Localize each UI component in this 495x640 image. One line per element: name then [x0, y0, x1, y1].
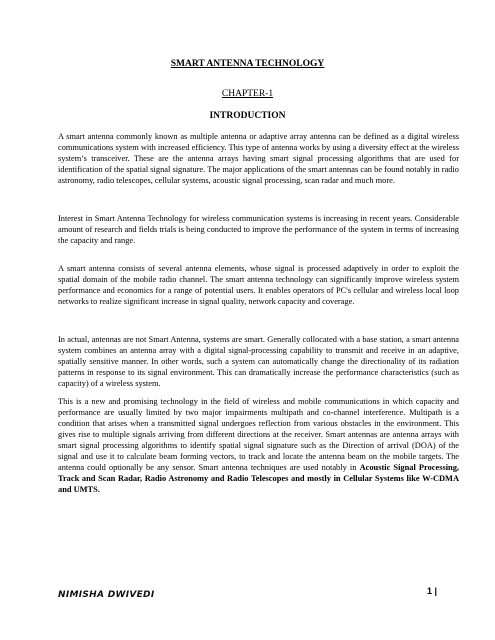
- paragraph-3: A smart antenna consists of several antenna elements, whose signal is processed adaptively in order to exploit the spatial domain of the mobile radio channel. The smart antenna technology can significantly improve wireless system performance and economics for a range of potential users. It enables operators of PC's cellular and wireless local loop networks to realize significant increase in signal quality, network capacity and coverage.: [58, 264, 459, 306]
- paragraph-1: A smart antenna commonly known as multiple antenna or adaptive array antenna can be defined as a digital wireless communications system with increased efficiency. This type of antenna works by using a diversity effect at the wireless system’s transceiver. These are the antenna arrays having smart signal processing algorithms that are used for identification of the spatial signal signature. The major applications of the smart antennas can be found notably in radio astronomy, radio telescopes, cellular systems, acoustic signal processing, scan radar and much more.: [58, 132, 459, 185]
- section-heading: INTRODUCTION: [209, 111, 286, 121]
- page-number: 1 |: [426, 586, 437, 596]
- paragraph-5-bold-text: Acoustic Signal Processing, Track and Scan Radar, Radio Astronomy and Radio Telescopes and mostly in Cellular Systems like W-CDMA and UMTS.: [58, 463, 459, 494]
- paragraph-5-text: This is a new and promising technology in the field of wireless and mobile communications in which capacity and performance are usually limited by two major impairments multipath and co-channel interference. Multipath is a condition that arises when a transmitted signal undergoes reflection from various obstacles in the environment. This gives rise to multiple signals arriving from different directions at the receiver. Smart antennas are antenna arrays with smart signal processing algorithms to identify spatial signal signature such as the Direction of arrival (DOA) of the signal and use it to calculate beam forming vectors, to track and locate the antenna beam on the mobile targets. The antenna could optionally be any sensor. Smart antenna techniques are used notably in: [58, 397, 459, 472]
- paragraph-5: [58, 396, 459, 495]
- document-title: SMART ANTENNA TECHNOLOGY: [170, 59, 325, 69]
- footer-author: NIMISHA DWIVEDI: [58, 590, 155, 600]
- chapter-heading: CHAPTER-1: [221, 89, 274, 99]
- paragraph-4: In actual, antennas are not Smart Antenna, systems are smart. Generally collocated with a base station, a smart antenna system combines an antenna array with a digital signal-processing capability to transmit and receive in an adaptive, spatially sensitive manner. In other words, such a system can automatically change the directionality of its radiation patterns in response to its signal environment. This can dramatically increase the performance characteristics (such as capacity) of a wireless system.: [58, 335, 459, 388]
- paragraph-2: Interest in Smart Antenna Technology for wireless communication systems is increasing in recent years. Considerable amount of research and fields trials is being conducted to improve the performance of the system in terms of increasing the capacity and range.: [58, 214, 459, 245]
